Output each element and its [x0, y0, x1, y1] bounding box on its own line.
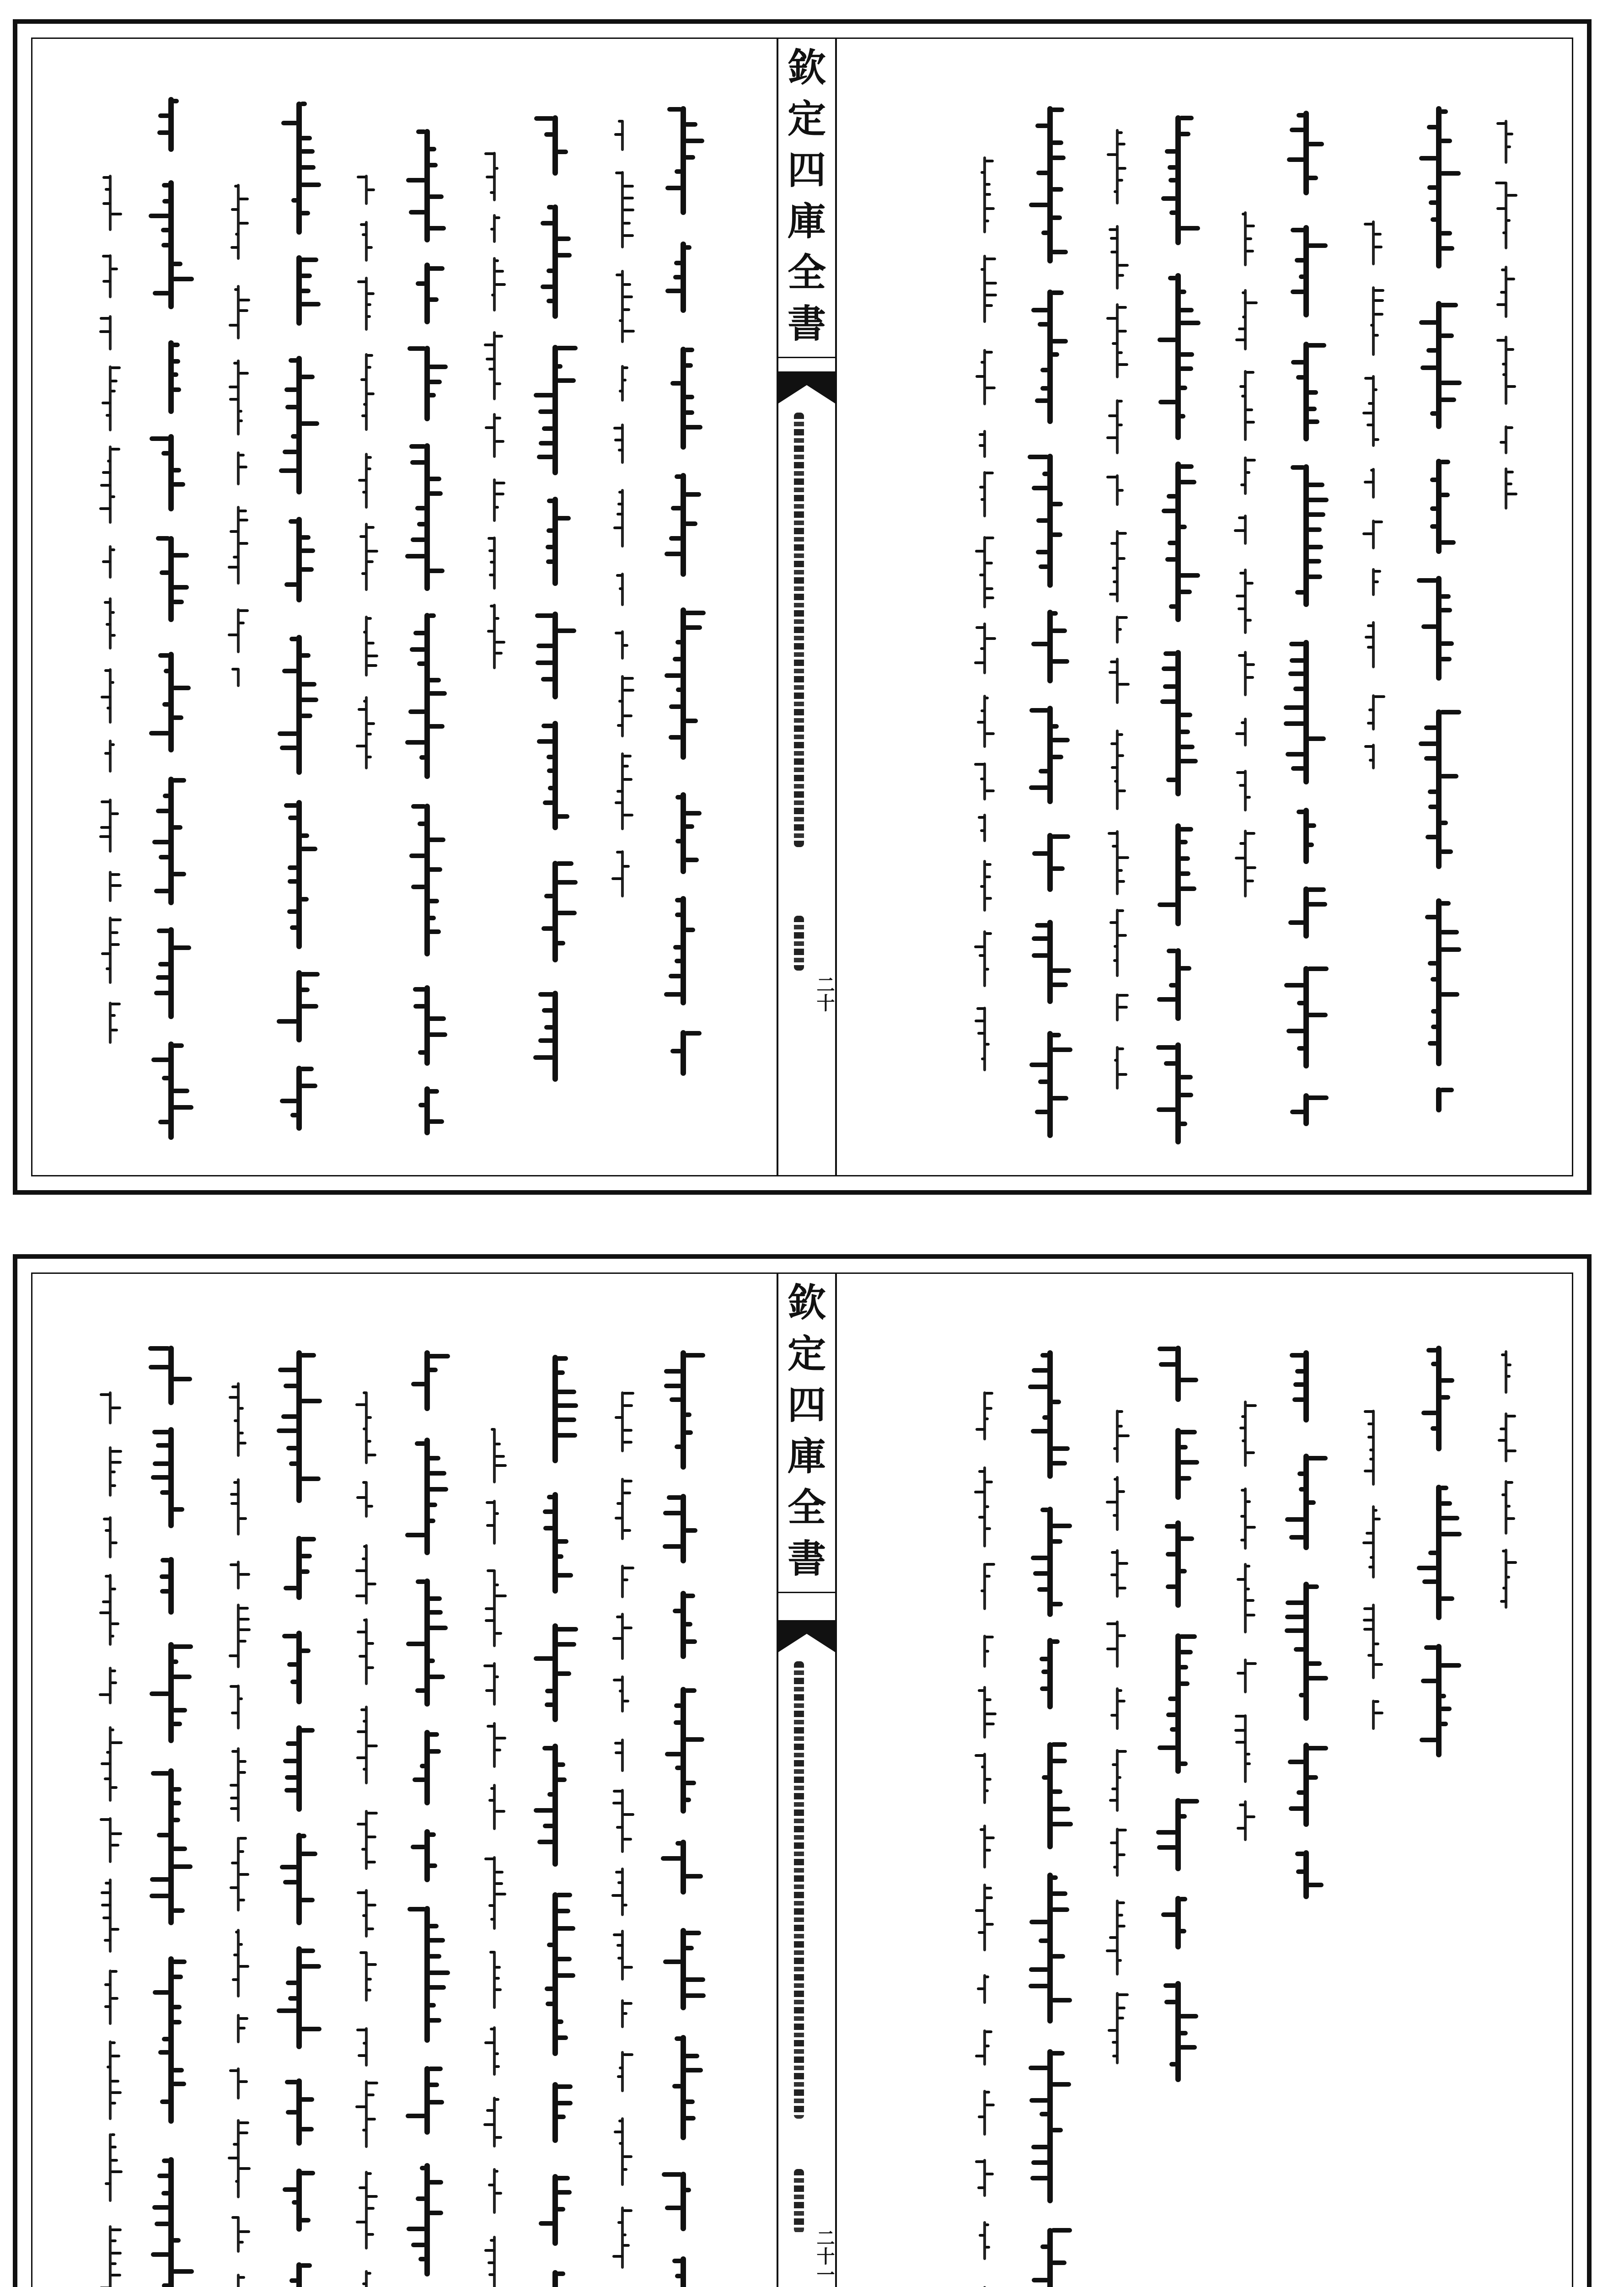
text-column	[296, 102, 305, 1131]
gutter-manchu-subtitle	[794, 916, 804, 971]
annotation-column	[109, 175, 113, 1044]
title-char: 全	[787, 250, 826, 295]
text-column	[1047, 1350, 1056, 2287]
title-char: 四	[787, 1382, 826, 1428]
annotation-column	[1372, 220, 1377, 769]
right-text-panel	[828, 38, 1573, 1176]
gutter-manchu-subtitle	[794, 2169, 804, 2233]
text-column	[424, 1350, 433, 2287]
annotation-column	[493, 1428, 498, 2287]
text-column	[552, 115, 561, 1122]
folio-number: 二十	[814, 975, 835, 1012]
text-column	[1175, 115, 1184, 1144]
text-column	[1436, 1346, 1444, 1757]
fishtail-mark	[778, 371, 835, 403]
title-char: 定	[787, 1331, 826, 1376]
annotation-column	[1505, 1350, 1509, 1625]
gutter-title	[778, 42, 835, 358]
annotation-column	[983, 1391, 988, 2287]
page-bottom	[13, 1254, 1592, 2287]
page-top	[13, 19, 1592, 1195]
annotation-column	[621, 1391, 626, 2287]
annotation-column	[621, 120, 626, 897]
gutter-manchu-title	[794, 413, 804, 847]
annotation-column	[1116, 1410, 1120, 2096]
text-column	[681, 106, 689, 1076]
annotation-column	[109, 1391, 113, 2287]
annotation-column	[1505, 120, 1509, 531]
fishtail-mark	[778, 1620, 835, 1652]
text-column	[1303, 1350, 1312, 1899]
text-column	[1436, 106, 1444, 1112]
annotation-column	[237, 184, 241, 687]
annotation-column	[983, 156, 988, 1071]
text-column	[424, 129, 433, 1135]
title-char: 書	[787, 1536, 826, 1581]
left-text-panel	[31, 1272, 777, 2287]
annotation-column	[1244, 211, 1249, 897]
annotation-column	[493, 152, 498, 701]
text-column	[552, 1355, 561, 2287]
text-column	[1175, 1346, 1184, 2123]
gutter-title	[778, 1277, 835, 1593]
text-column	[168, 1346, 177, 2287]
text-column	[1303, 111, 1312, 1126]
annotation-column	[365, 1391, 370, 2287]
text-column	[681, 1350, 689, 2287]
right-text-panel	[828, 1272, 1573, 2287]
annotation-column	[1244, 1401, 1249, 1858]
title-char: 庫	[787, 199, 826, 244]
text-column	[168, 97, 177, 1140]
title-char: 欽	[787, 1280, 826, 1325]
gutter-manchu-title	[794, 1661, 804, 2119]
title-char: 四	[787, 147, 826, 193]
annotation-column	[1372, 1410, 1377, 1730]
title-char: 庫	[787, 1433, 826, 1479]
annotation-column	[1116, 129, 1120, 1090]
title-char: 全	[787, 1485, 826, 1530]
title-char: 書	[787, 301, 826, 346]
text-column	[296, 1350, 305, 2287]
title-char: 定	[787, 96, 826, 141]
annotation-column	[365, 175, 370, 769]
title-char: 欽	[787, 45, 826, 90]
folio-number: 二十一	[814, 2228, 835, 2283]
text-column	[1047, 106, 1056, 1144]
left-text-panel	[31, 38, 777, 1176]
annotation-column	[237, 1382, 241, 2287]
